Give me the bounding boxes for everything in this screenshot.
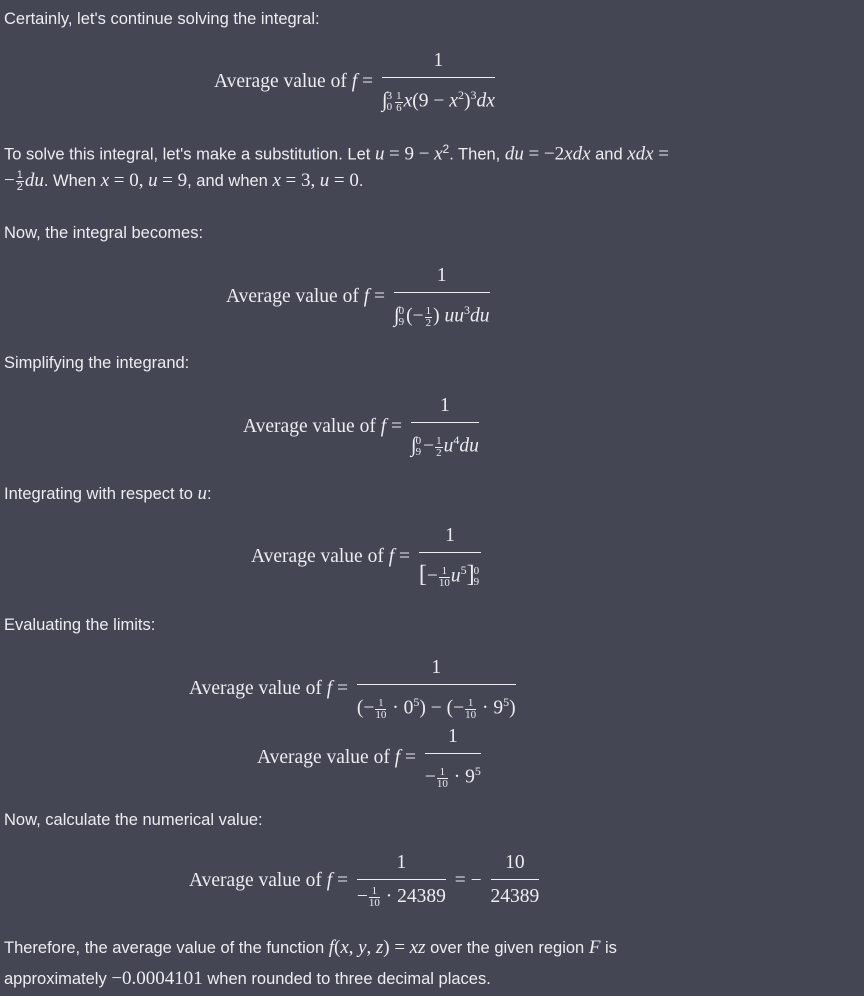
equation-2: Average value of f = 1 ∫ 0 9 (− $\frac{1}{2}$ ) $uu^3du$ [226, 265, 490, 329]
equation-5: Average value of f = 1 (− $\frac{1}{10}$ · $0^5$) − (− $\frac{1}{10}$ · $9^5$) [189, 657, 516, 721]
equation-1: Average value of f = 1 ∫ 3 0 $\frac{1}{6}$ $x(9 - x^2)^3dx$ [214, 50, 495, 114]
evaluating-limits-text: Evaluating the limits: [4, 616, 156, 634]
intro-text: Certainly, let's continue solving the integral: [4, 10, 320, 28]
substitution-paragraph-line-1: To solve this integral, let's make a substitution. Let $u = 9 - x^2$. Then, du = −2xdx and xdx = [4, 142, 669, 165]
conclusion-line-1: Therefore, the average value of the function f(x, y, z) = xz over the given region F is [4, 937, 617, 958]
equation-7: Average value of f = 1 − $\frac{1}{10}$ · 24389 = − $\frac{10}{24389}$ [189, 852, 540, 910]
equation-4: Average value of f = 1 [− $\frac{1}{10}$ $u^5$] 0 9 [251, 525, 480, 589]
average-value-result: −0.0004101 [111, 968, 203, 989]
conclusion-line-2: approximately −0.0004101 when rounded to three decimal places. [4, 968, 491, 989]
equation-6: Average value of f = 1 − $\frac{1}{10}$ · $9^5$ [257, 726, 481, 790]
integral-becomes-text: Now, the integral becomes: [4, 224, 204, 242]
numerical-value-text: Now, calculate the numerical value: [4, 811, 263, 829]
simplifying-text: Simplifying the integrand: [4, 354, 190, 372]
substitution-paragraph-line-2: − $\frac{1}{2}$ du. When x = 0, u = 9, and when x = 3, u = 0. [4, 169, 364, 194]
eq-lhs-label: Average value of [214, 70, 347, 92]
integrating-text: Integrating with respect to u: [4, 483, 212, 504]
equation-3: Average value of f = 1 ∫ 0 9 − $\frac{1}{2}$ $u^4du$ [243, 395, 479, 459]
eq1-numerator: 1 [382, 50, 495, 78]
